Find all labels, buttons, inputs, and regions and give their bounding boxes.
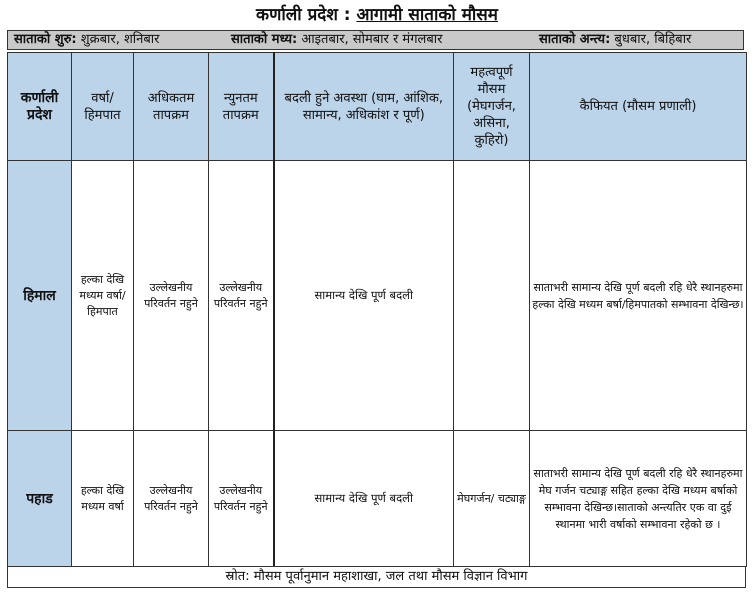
row-precip: हल्का देखि मध्यम वर्षा/ हिमपात bbox=[72, 161, 134, 431]
title-separator: : bbox=[343, 5, 351, 25]
week-end bbox=[539, 31, 691, 49]
row-region: पहाड bbox=[8, 431, 72, 567]
week-mid-days: आइतबार, सोमबार र मंगलबार bbox=[301, 32, 443, 47]
header-region: कर्णाली प्रदेश bbox=[8, 53, 72, 161]
row-max-temp: उल्लेखनीय परिवर्तन नहुने bbox=[134, 431, 209, 567]
title-main: आगामी साताको मौसम bbox=[356, 5, 498, 25]
week-mid bbox=[231, 31, 442, 49]
table-row bbox=[8, 431, 747, 567]
row-min-temp: उल्लेखनीय परिवर्तन नहुने bbox=[209, 431, 274, 567]
forecast-table bbox=[7, 52, 747, 567]
week-end-days: बुधबार, बिहिबार bbox=[614, 32, 692, 47]
row-significant: मेघगर्जन/ चट्याङ्ग bbox=[454, 431, 530, 567]
row-remarks: साताभरी सामान्य देखि पूर्ण बदली रहि धेरै स्थानहरुमा मेघ गर्जन चट्याङ्ग सहित हल्का देखि मध्यम बर्षाको सम्भावना देखिन्छ।साताको अन्त्यतिर एक वा दुई स्थानमा भारी वर्षाको सम्भावना रहेको छ । bbox=[530, 431, 747, 567]
row-precip: हल्का देखि मध्यम वर्षा bbox=[72, 431, 134, 567]
row-max-temp: उल्लेखनीय परिवर्तन नहुने bbox=[134, 161, 209, 431]
row-region: हिमाल bbox=[8, 161, 72, 431]
table-row bbox=[8, 161, 747, 431]
header-min-temp: न्युनतम तापक्रम bbox=[209, 53, 274, 161]
header-max-temp: अधिकतम तापक्रम bbox=[134, 53, 209, 161]
week-end-label: साताको अन्त्य: bbox=[539, 32, 611, 47]
source-note: स्रोत: मौसम पूर्वानुमान महाशाखा, जल तथा मौसम विज्ञान विभाग bbox=[7, 566, 746, 588]
row-condition: सामान्य देखि पूर्ण बदली bbox=[274, 431, 454, 567]
week-period-bar bbox=[7, 30, 744, 50]
header-condition: बदली हुने अवस्था (घाम, आंशिक, सामान्य, अधिकांश र पूर्ण) bbox=[274, 53, 454, 161]
header-significant: महत्वपूर्ण मौसम (मेघगर्जन, असिना, कुहिरो) bbox=[454, 53, 530, 161]
week-start-label: साताको शुरु: bbox=[14, 32, 77, 47]
week-start bbox=[14, 31, 160, 49]
header-precip: वर्षा/ हिमपात bbox=[72, 53, 134, 161]
row-significant bbox=[454, 161, 530, 431]
row-min-temp: उल्लेखनीय परिवर्तन नहुने bbox=[209, 161, 274, 431]
page-title bbox=[0, 2, 754, 28]
row-remarks: साताभरी सामान्य देखि पूर्ण बदली रहि धेरै स्थानहरुमा हल्का देखि मध्यम बर्षा/हिमपातको सम्भावना देखिन्छ। bbox=[530, 161, 747, 431]
header-remarks: कैफियत (मौसम प्रणाली) bbox=[530, 53, 747, 161]
row-condition: सामान्य देखि पूर्ण बदली bbox=[274, 161, 454, 431]
week-mid-label: साताको मध्य: bbox=[231, 32, 298, 47]
week-start-days: शुक्रबार, शनिबार bbox=[80, 32, 160, 47]
title-region: कर्णाली प्रदेश bbox=[256, 5, 338, 25]
table-header-row bbox=[8, 53, 747, 161]
